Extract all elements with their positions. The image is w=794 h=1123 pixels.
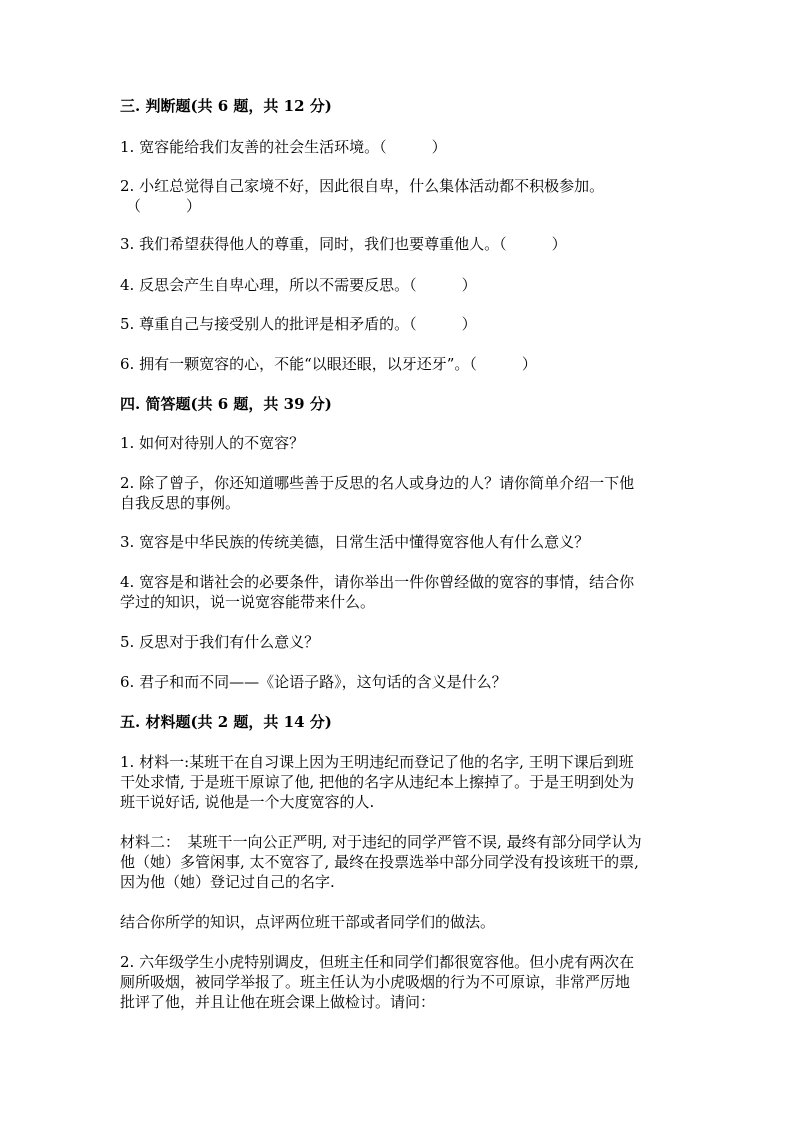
material-1-line-1: 1. 材料一:某班干在自习课上因为王明违纪而登记了他的名字, 王明下课后到班 (120, 753, 634, 771)
section-4-title: 四. 简答题(共 6 题，共 39 分) (120, 395, 332, 413)
short-answer-question-4: 4. 宽容是和谐社会的必要条件，请你举出一件你曾经做的宽容的事情，结合你 (120, 573, 635, 591)
short-answer-question-2: 2. 除了曾子，你还知道哪些善于反思的名人或身边的人？请你简单介绍一下他 (120, 474, 635, 492)
section-3-title: 三. 判断题(共 6 题，共 12 分) (120, 97, 332, 115)
material-2-line-2: 他（她）多管闲事, 太不宽容了, 最终在投票选举中部分同学没有投该班干的票, (120, 853, 639, 871)
material-question-2-line-1: 2. 六年级学生小虎特别调皮，但班主任和同学们都很宽容他。但小虎有两次在 (120, 953, 635, 971)
material-2-line-3: 因为他（她）登记过自己的名字. (120, 873, 335, 891)
judge-question-6: 6. 拥有一颗宽容的心，不能“以眼还眼，以牙还牙”。（ ） (120, 355, 537, 373)
material-1-line-3: 班干说好话, 说他是一个大度宽容的人. (120, 793, 375, 811)
judge-question-3: 3. 我们希望获得他人的尊重，同时，我们也要尊重他人。（ ） (120, 235, 567, 253)
short-answer-question-3: 3. 宽容是中华民族的传统美德，日常生活中懂得宽容他人有什么意义？ (120, 533, 590, 551)
section-5-title: 五. 材料题(共 2 题，共 14 分) (120, 713, 332, 731)
short-answer-question-1: 1. 如何对待别人的不宽容？ (120, 434, 305, 452)
judge-question-2-bracket: （ ） (126, 197, 202, 215)
short-answer-question-6: 6. 君子和而不同——《论语子路》，这句话的含义是什么？ (120, 673, 507, 691)
short-answer-question-5: 5. 反思对于我们有什么意义？ (120, 633, 320, 651)
material-1-line-2: 干处求情, 于是班干原谅了他, 把他的名字从违纪本上擦掉了。于是王明到处为 (120, 773, 635, 791)
material-2-line-1: 材料二： 某班干一向公正严明, 对于违纪的同学严管不误, 最终有部分同学认为 (120, 833, 642, 851)
judge-question-5: 5. 尊重自己与接受别人的批评是相矛盾的。（ ） (120, 315, 477, 333)
material-question-2-line-2: 厕所吸烟，被同学举报了。班主任认为小虎吸烟的行为不可原谅，非常严厉地 (120, 973, 631, 991)
judge-question-4: 4. 反思会产生自卑心理，所以不需要反思。（ ） (120, 276, 477, 294)
short-answer-question-2-cont: 自我反思的事例。 (120, 494, 241, 512)
material-question-2-line-3: 批评了他，并且让他在班会课上做检讨。请问： (120, 993, 436, 1011)
short-answer-question-4-cont: 学过的知识，说一说宽容能带来什么。 (120, 593, 376, 611)
judge-question-1: 1. 宽容能给我们友善的社会生活环境。（ ） (120, 138, 447, 156)
judge-question-2: 2. 小红总觉得自己家境不好，因此很自卑，什么集体活动都不积极参加。 (120, 177, 605, 195)
material-question-prompt: 结合你所学的知识，点评两位班干部或者同学们的做法。 (120, 913, 496, 931)
